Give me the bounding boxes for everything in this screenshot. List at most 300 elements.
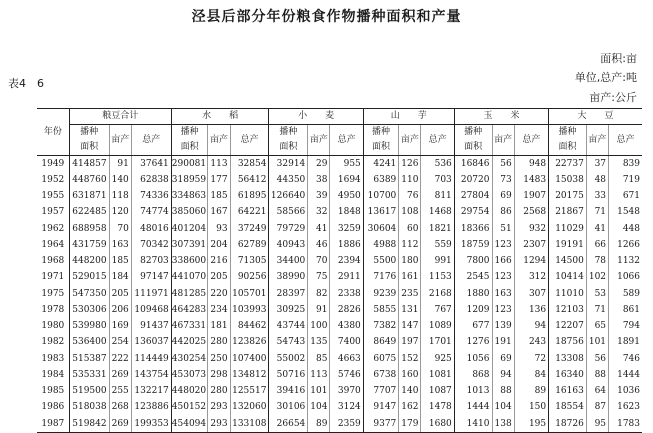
area-header: 播种 面积 xyxy=(269,125,308,156)
header-group-rice: 水 稻 xyxy=(171,109,269,125)
value-cell: 518038 xyxy=(69,400,109,416)
value-cell: 1623 xyxy=(609,400,642,416)
value-cell: 133108 xyxy=(230,416,269,433)
table-row xyxy=(37,254,642,270)
value-cell: 16846 xyxy=(454,156,492,173)
value-cell: 91437 xyxy=(131,319,171,335)
value-cell: 10414 xyxy=(549,270,587,286)
value-cell: 703 xyxy=(421,172,454,188)
value-cell: 101 xyxy=(586,335,608,351)
value-cell: 195 xyxy=(514,416,548,433)
value-cell: 89 xyxy=(308,416,330,433)
value-cell: 136037 xyxy=(131,335,171,351)
value-cell: 166 xyxy=(492,254,514,270)
value-cell: 86 xyxy=(492,205,514,221)
value-cell: 108 xyxy=(399,205,421,221)
value-cell: 414857 xyxy=(69,156,109,173)
value-cell: 18756 xyxy=(549,335,587,351)
value-cell: 58566 xyxy=(269,205,308,221)
value-cell: 1294 xyxy=(514,254,548,270)
value-cell: 105701 xyxy=(230,286,269,302)
value-cell: 1821 xyxy=(421,221,454,237)
value-cell: 9147 xyxy=(363,400,399,416)
value-cell: 50716 xyxy=(269,367,308,383)
value-cell: 220 xyxy=(208,286,230,302)
table-row xyxy=(37,416,642,433)
value-cell: 1907 xyxy=(514,189,548,205)
value-cell: 107400 xyxy=(230,351,269,367)
value-cell: 18554 xyxy=(549,400,587,416)
value-cell: 536400 xyxy=(69,335,109,351)
unit-area: 面积:亩 xyxy=(600,52,637,65)
yield-header: 亩产 xyxy=(399,125,421,156)
value-cell: 5500 xyxy=(363,254,399,270)
value-cell: 60 xyxy=(399,221,421,237)
value-cell: 40943 xyxy=(269,237,308,253)
value-cell: 15038 xyxy=(549,172,587,188)
value-cell: 113 xyxy=(308,367,330,383)
value-cell: 293 xyxy=(208,400,230,416)
table-row xyxy=(37,189,642,205)
yield-header: 亩产 xyxy=(492,125,514,156)
value-cell: 254 xyxy=(109,335,131,351)
value-cell: 2568 xyxy=(514,205,548,221)
value-cell: 91 xyxy=(308,302,330,318)
value-cell: 54743 xyxy=(269,335,308,351)
value-cell: 8649 xyxy=(363,335,399,351)
value-cell: 948 xyxy=(514,156,548,173)
value-cell: 450152 xyxy=(171,400,208,416)
value-cell: 1694 xyxy=(330,172,363,188)
value-cell: 84462 xyxy=(230,319,269,335)
year-cell: 1985 xyxy=(41,386,65,397)
value-cell: 205 xyxy=(109,286,131,302)
value-cell: 95 xyxy=(586,416,608,433)
value-cell: 32 xyxy=(308,205,330,221)
value-cell: 269 xyxy=(109,367,131,383)
value-cell: 37641 xyxy=(131,156,171,173)
value-cell: 197 xyxy=(399,335,421,351)
value-cell: 56 xyxy=(492,156,514,173)
header-group-corn: 玉 米 xyxy=(454,109,548,125)
header-year: 年份 xyxy=(37,109,69,156)
value-cell: 1468 xyxy=(421,205,454,221)
value-cell: 85 xyxy=(308,351,330,367)
value-cell: 65 xyxy=(586,319,608,335)
value-cell: 125517 xyxy=(230,384,269,400)
value-cell: 298 xyxy=(208,367,230,383)
table-row xyxy=(37,270,642,286)
value-cell: 307391 xyxy=(171,237,208,253)
total-header: 总产 xyxy=(514,125,548,156)
value-cell: 167 xyxy=(208,205,230,221)
value-cell: 132060 xyxy=(230,400,269,416)
total-header: 总产 xyxy=(609,125,642,156)
value-cell: 454094 xyxy=(171,416,208,433)
value-cell: 448200 xyxy=(69,254,109,270)
value-cell: 73 xyxy=(492,172,514,188)
value-cell: 2394 xyxy=(330,254,363,270)
value-cell: 34400 xyxy=(269,254,308,270)
value-cell: 147 xyxy=(399,319,421,335)
value-cell: 767 xyxy=(421,302,454,318)
value-cell: 132217 xyxy=(131,384,171,400)
value-cell: 13308 xyxy=(549,351,587,367)
value-cell: 839 xyxy=(609,156,642,173)
value-cell: 1478 xyxy=(421,400,454,416)
value-cell: 26654 xyxy=(269,416,308,433)
value-cell: 64221 xyxy=(230,205,269,221)
value-cell: 185 xyxy=(208,189,230,205)
table-row xyxy=(37,156,642,173)
value-cell: 123 xyxy=(492,237,514,253)
value-cell: 589 xyxy=(609,286,642,302)
table-row xyxy=(37,319,642,335)
value-cell: 9239 xyxy=(363,286,399,302)
value-cell: 5855 xyxy=(363,302,399,318)
value-cell: 559 xyxy=(421,237,454,253)
value-cell: 94 xyxy=(492,367,514,383)
year-cell: 1949 xyxy=(41,158,65,169)
value-cell: 70342 xyxy=(131,237,171,253)
value-cell: 184 xyxy=(109,270,131,286)
total-header: 总产 xyxy=(131,125,171,156)
value-cell: 464283 xyxy=(171,302,208,318)
value-cell: 16340 xyxy=(549,367,587,383)
value-cell: 3259 xyxy=(330,221,363,237)
value-cell: 162 xyxy=(399,400,421,416)
value-cell: 312 xyxy=(514,270,548,286)
value-cell: 12103 xyxy=(549,302,587,318)
value-cell: 62789 xyxy=(230,237,269,253)
value-cell: 48016 xyxy=(131,221,171,237)
yield-header: 亩产 xyxy=(586,125,608,156)
table-row xyxy=(37,384,642,400)
value-cell: 103993 xyxy=(230,302,269,318)
value-cell: 163 xyxy=(492,286,514,302)
value-cell: 82703 xyxy=(131,254,171,270)
value-cell: 535331 xyxy=(69,367,109,383)
value-cell: 10700 xyxy=(363,189,399,205)
value-cell: 110 xyxy=(399,172,421,188)
value-cell: 7800 xyxy=(454,254,492,270)
value-cell: 318959 xyxy=(171,172,208,188)
value-cell: 530306 xyxy=(69,302,109,318)
grain-table xyxy=(37,108,642,433)
value-cell: 48 xyxy=(586,172,608,188)
value-cell: 70 xyxy=(109,221,131,237)
value-cell: 431759 xyxy=(69,237,109,253)
value-cell: 62838 xyxy=(131,172,171,188)
value-cell: 5746 xyxy=(330,367,363,383)
table-row xyxy=(37,367,642,383)
value-cell: 448 xyxy=(609,221,642,237)
value-cell: 150 xyxy=(514,400,548,416)
value-cell: 7400 xyxy=(330,335,363,351)
value-cell: 101 xyxy=(308,384,330,400)
value-cell: 69 xyxy=(492,189,514,205)
value-cell: 631871 xyxy=(69,189,109,205)
value-cell: 199353 xyxy=(131,416,171,433)
table-row xyxy=(37,335,642,351)
value-cell: 932 xyxy=(514,221,548,237)
value-cell: 94 xyxy=(514,319,548,335)
value-cell: 794 xyxy=(609,319,642,335)
table-row xyxy=(37,221,642,237)
value-cell: 33 xyxy=(586,189,608,205)
value-cell: 38 xyxy=(308,172,330,188)
value-cell: 1087 xyxy=(421,384,454,400)
value-cell: 255 xyxy=(109,384,131,400)
value-cell: 44350 xyxy=(269,172,308,188)
table-row xyxy=(37,302,642,318)
value-cell: 126 xyxy=(399,156,421,173)
value-cell: 39416 xyxy=(269,384,308,400)
value-cell: 307 xyxy=(514,286,548,302)
area-header: 播种 面积 xyxy=(69,125,109,156)
value-cell: 1066 xyxy=(609,270,642,286)
value-cell: 925 xyxy=(421,351,454,367)
value-cell: 6389 xyxy=(363,172,399,188)
value-cell: 519842 xyxy=(69,416,109,433)
value-cell: 112 xyxy=(399,237,421,253)
value-cell: 4663 xyxy=(330,351,363,367)
value-cell: 53 xyxy=(586,286,608,302)
value-cell: 2359 xyxy=(330,416,363,433)
value-cell: 18759 xyxy=(454,237,492,253)
value-cell: 688958 xyxy=(69,221,109,237)
value-cell: 139 xyxy=(492,319,514,335)
value-cell: 56 xyxy=(586,351,608,367)
value-cell: 293 xyxy=(208,416,230,433)
value-cell: 338600 xyxy=(171,254,208,270)
value-cell: 290081 xyxy=(171,156,208,173)
value-cell: 89 xyxy=(514,384,548,400)
value-cell: 18366 xyxy=(454,221,492,237)
value-cell: 811 xyxy=(421,189,454,205)
value-cell: 64 xyxy=(586,384,608,400)
table-row xyxy=(37,172,642,188)
value-cell: 442025 xyxy=(171,335,208,351)
value-cell: 204 xyxy=(208,237,230,253)
yield-header: 亩产 xyxy=(109,125,131,156)
value-cell: 135 xyxy=(308,335,330,351)
value-cell: 1483 xyxy=(514,172,548,188)
value-cell: 21867 xyxy=(549,205,587,221)
value-cell: 114449 xyxy=(131,351,171,367)
value-cell: 113 xyxy=(208,156,230,173)
value-cell: 1444 xyxy=(454,400,492,416)
table-row xyxy=(37,400,642,416)
value-cell: 861 xyxy=(609,302,642,318)
value-cell: 243 xyxy=(514,335,548,351)
value-cell: 2545 xyxy=(454,270,492,286)
value-cell: 991 xyxy=(421,254,454,270)
value-cell: 1548 xyxy=(609,205,642,221)
value-cell: 140 xyxy=(399,384,421,400)
value-cell: 29754 xyxy=(454,205,492,221)
value-cell: 30925 xyxy=(269,302,308,318)
value-cell: 123886 xyxy=(131,400,171,416)
value-cell: 1089 xyxy=(421,319,454,335)
value-cell: 12207 xyxy=(549,319,587,335)
value-cell: 30604 xyxy=(363,221,399,237)
value-cell: 216 xyxy=(208,254,230,270)
value-cell: 46 xyxy=(308,237,330,253)
value-cell: 72 xyxy=(514,351,548,367)
value-cell: 529015 xyxy=(69,270,109,286)
value-cell: 76 xyxy=(399,189,421,205)
value-cell: 120 xyxy=(109,205,131,221)
value-cell: 138 xyxy=(492,416,514,433)
value-cell: 61895 xyxy=(230,189,269,205)
value-cell: 163 xyxy=(109,237,131,253)
total-header: 总产 xyxy=(330,125,363,156)
value-cell: 29 xyxy=(308,156,330,173)
value-cell: 131 xyxy=(399,302,421,318)
value-cell: 280 xyxy=(208,335,230,351)
table-row xyxy=(37,351,642,367)
value-cell: 43744 xyxy=(269,319,308,335)
value-cell: 134812 xyxy=(230,367,269,383)
year-cell: 1962 xyxy=(41,223,65,234)
value-cell: 547350 xyxy=(69,286,109,302)
value-cell: 222 xyxy=(109,351,131,367)
value-cell: 1783 xyxy=(609,416,642,433)
year-cell: 1968 xyxy=(41,256,65,267)
table-row xyxy=(37,237,642,253)
value-cell: 441070 xyxy=(171,270,208,286)
value-cell: 1410 xyxy=(454,416,492,433)
header-group-total: 粮豆合计 xyxy=(69,109,171,125)
header-group-soybean: 大 豆 xyxy=(549,109,642,125)
value-cell: 140 xyxy=(109,172,131,188)
value-cell: 19191 xyxy=(549,237,587,253)
value-cell: 185 xyxy=(109,254,131,270)
value-cell: 1880 xyxy=(454,286,492,302)
value-cell: 2911 xyxy=(330,270,363,286)
year-cell: 1986 xyxy=(41,402,65,413)
value-cell: 79729 xyxy=(269,221,308,237)
value-cell: 2168 xyxy=(421,286,454,302)
value-cell: 719 xyxy=(609,172,642,188)
value-cell: 1132 xyxy=(609,254,642,270)
value-cell: 123 xyxy=(492,270,514,286)
value-cell: 111971 xyxy=(131,286,171,302)
value-cell: 93 xyxy=(208,221,230,237)
year-cell: 1982 xyxy=(41,337,65,348)
value-cell: 206 xyxy=(109,302,131,318)
value-cell: 27804 xyxy=(454,189,492,205)
value-cell: 28397 xyxy=(269,286,308,302)
value-cell: 39 xyxy=(308,189,330,205)
value-cell: 74336 xyxy=(131,189,171,205)
value-cell: 280 xyxy=(208,384,230,400)
value-cell: 143754 xyxy=(131,367,171,383)
value-cell: 1680 xyxy=(421,416,454,433)
value-cell: 7382 xyxy=(363,319,399,335)
value-cell: 20720 xyxy=(454,172,492,188)
value-cell: 180 xyxy=(399,254,421,270)
value-cell: 69 xyxy=(492,351,514,367)
value-cell: 82 xyxy=(308,286,330,302)
value-cell: 234 xyxy=(208,302,230,318)
total-header: 总产 xyxy=(230,125,269,156)
value-cell: 1848 xyxy=(330,205,363,221)
value-cell: 70 xyxy=(308,254,330,270)
value-cell: 123 xyxy=(492,302,514,318)
value-cell: 746 xyxy=(609,351,642,367)
year-cell: 1955 xyxy=(41,191,65,202)
value-cell: 1153 xyxy=(421,270,454,286)
year-cell: 1957 xyxy=(41,207,65,218)
value-cell: 104 xyxy=(308,400,330,416)
value-cell: 4950 xyxy=(330,189,363,205)
value-cell: 91 xyxy=(109,156,131,173)
area-header: 播种 面积 xyxy=(171,125,208,156)
value-cell: 385060 xyxy=(171,205,208,221)
value-cell: 448760 xyxy=(69,172,109,188)
value-cell: 1056 xyxy=(454,351,492,367)
yield-header: 亩产 xyxy=(208,125,230,156)
value-cell: 136 xyxy=(514,302,548,318)
value-cell: 90256 xyxy=(230,270,269,286)
value-cell: 87 xyxy=(586,400,608,416)
value-cell: 2338 xyxy=(330,286,363,302)
value-cell: 75 xyxy=(308,270,330,286)
value-cell: 430254 xyxy=(171,351,208,367)
value-cell: 1276 xyxy=(454,335,492,351)
value-cell: 467331 xyxy=(171,319,208,335)
value-cell: 161 xyxy=(399,270,421,286)
table-row xyxy=(37,205,642,221)
value-cell: 1886 xyxy=(330,237,363,253)
area-header: 播种 面积 xyxy=(363,125,399,156)
value-cell: 11029 xyxy=(549,221,587,237)
yield-header: 亩产 xyxy=(308,125,330,156)
value-cell: 71 xyxy=(586,205,608,221)
year-cell: 1952 xyxy=(41,174,65,185)
value-cell: 74774 xyxy=(131,205,171,221)
value-cell: 515387 xyxy=(69,351,109,367)
value-cell: 191 xyxy=(492,335,514,351)
value-cell: 481285 xyxy=(171,286,208,302)
value-cell: 181 xyxy=(208,319,230,335)
value-cell: 4380 xyxy=(330,319,363,335)
value-cell: 38990 xyxy=(269,270,308,286)
value-cell: 1081 xyxy=(421,367,454,383)
value-cell: 235 xyxy=(399,286,421,302)
value-cell: 868 xyxy=(454,367,492,383)
value-cell: 18726 xyxy=(549,416,587,433)
value-cell: 32854 xyxy=(230,156,269,173)
value-cell: 334863 xyxy=(171,189,208,205)
value-cell: 4241 xyxy=(363,156,399,173)
value-cell: 448020 xyxy=(171,384,208,400)
value-cell: 16163 xyxy=(549,384,587,400)
value-cell: 169 xyxy=(109,319,131,335)
value-cell: 4988 xyxy=(363,237,399,253)
value-cell: 51 xyxy=(492,221,514,237)
value-cell: 7707 xyxy=(363,384,399,400)
value-cell: 9377 xyxy=(363,416,399,433)
value-cell: 268 xyxy=(109,400,131,416)
value-cell: 102 xyxy=(586,270,608,286)
value-cell: 536 xyxy=(421,156,454,173)
value-cell: 100 xyxy=(308,319,330,335)
value-cell: 205 xyxy=(208,270,230,286)
unit-yield: 亩产:公斤 xyxy=(589,91,637,104)
